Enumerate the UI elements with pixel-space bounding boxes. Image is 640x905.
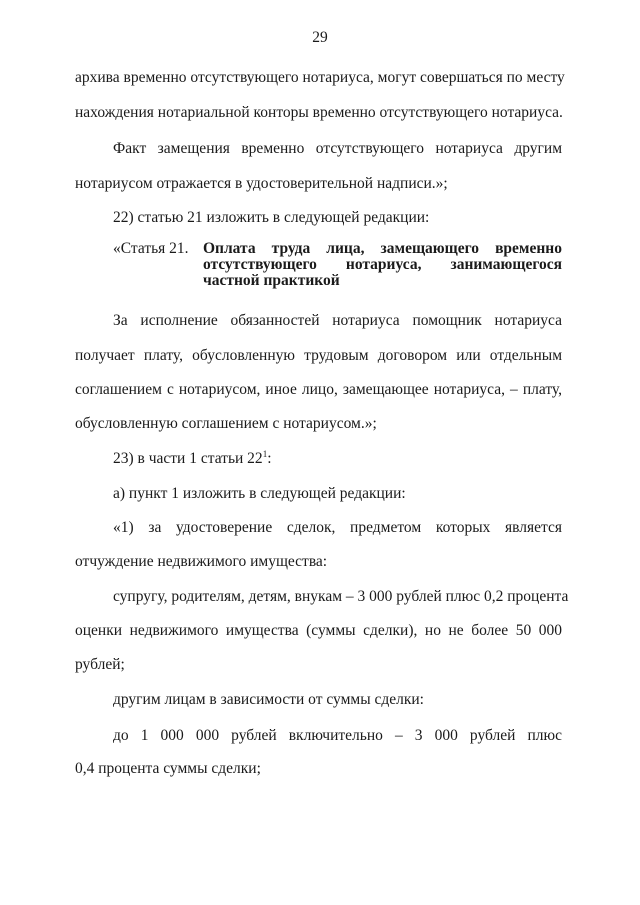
article-title — [203, 241, 562, 289]
item-23-tail: : — [267, 450, 272, 467]
text-line: рублей; — [75, 656, 125, 673]
text-line: другим лицам в зависимости от суммы сделки: — [113, 691, 424, 708]
text-line: супругу, родителям, детям, внукам – 3 000 рублей плюс 0,2 процента — [113, 588, 569, 605]
superscript: 1 — [262, 449, 268, 459]
text-line: архива временно отсутствующего нотариуса, могут совершаться по месту — [75, 69, 565, 86]
article-number: «Статья 21. — [113, 240, 189, 257]
text-line: получает плату, обусловленную трудовым договором или отдельным — [75, 347, 562, 364]
text-line: 0,4 процента суммы сделки; — [75, 760, 261, 777]
article-title-line: Оплата труда лица, замещающего временно — [203, 240, 562, 257]
item-23-text: 23) в части 1 статьи 22 — [113, 450, 263, 467]
text-line: 22) статью 21 изложить в следующей редакции: — [113, 209, 430, 226]
page-number: 29 — [312, 29, 328, 46]
text-line: отчуждение недвижимого имущества: — [75, 553, 328, 570]
text-line: соглашением с нотариусом, иное лицо, замещающее нотариуса, – плату, — [75, 381, 562, 398]
text-line — [113, 449, 562, 469]
text-line: обусловленную соглашением с нотариусом.»; — [75, 415, 377, 432]
text-line: «1) за удостоверение сделок, предметом которых является — [113, 519, 562, 536]
article-title-line: частной практикой — [203, 272, 340, 289]
text-line: Факт замещения временно отсутствующего нотариуса другим — [113, 140, 562, 157]
text-line: нотариусом отражается в удостоверительной надписи.»; — [75, 175, 448, 192]
text-line: а) пункт 1 изложить в следующей редакции: — [113, 485, 406, 502]
text-line: до 1 000 000 рублей включительно – 3 000 рублей плюс — [113, 727, 562, 744]
article-title-line: отсутствующего нотариуса, занимающегося — [203, 256, 562, 273]
text-line: нахождения нотариальной конторы временно отсутствующего нотариуса. — [75, 104, 563, 121]
text-line: За исполнение обязанностей нотариуса помощник нотариуса — [113, 312, 562, 329]
text-line: оценки недвижимого имущества (суммы сделки), но не более 50 000 — [75, 622, 562, 639]
